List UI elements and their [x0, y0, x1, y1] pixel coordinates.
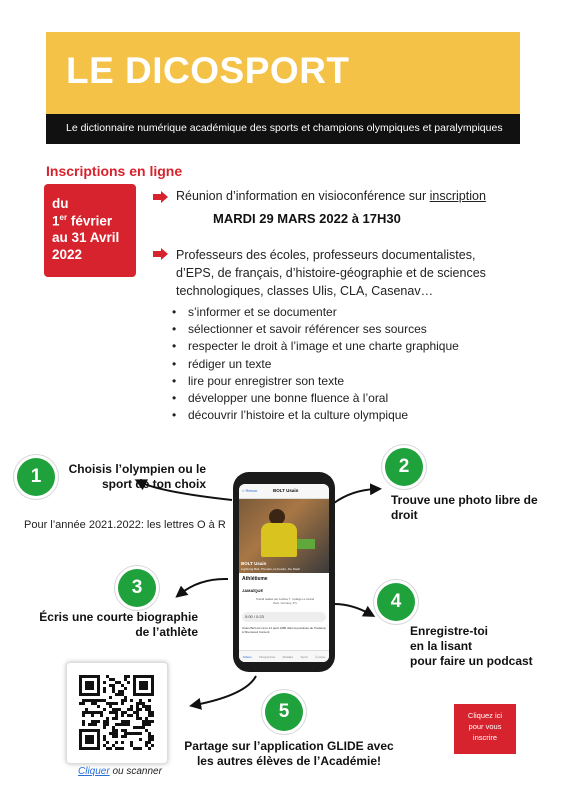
page-title: LE DICOSPORT	[66, 50, 350, 91]
step-5-circle: 5	[265, 693, 303, 731]
phone-country: JAMAÏQUE	[242, 588, 264, 593]
phone-tab[interactable]: Médailles	[282, 655, 294, 659]
arrow-to-step-2	[334, 489, 376, 503]
date-du: du	[52, 196, 69, 211]
arrow-to-step-1	[140, 482, 232, 500]
step-4-circle: 4	[377, 583, 415, 621]
athlete-photo	[239, 499, 329, 573]
step-2-circle: 2	[385, 448, 423, 486]
arrow-to-step-3	[180, 579, 228, 594]
step-5-text: Partage sur l’application GLIDE avec les autres élèves de l’Académie!	[184, 739, 394, 768]
page-subtitle: Le dictionnaire numérique académique des sports et champions olympiques et paralympiques	[66, 122, 503, 134]
audio-time: 0:00 / 0:23	[245, 614, 264, 619]
date-year: 2022	[52, 247, 83, 262]
step-3-text: Écris une courte biographie de l’athlète	[39, 610, 198, 639]
list-item: • découvrir l’histoire et la culture olympique	[170, 407, 459, 424]
step-3-circle: 3	[118, 569, 156, 607]
step-1-circle: 1	[17, 458, 55, 496]
phone-bio: Usain Bolt est né le 21 août 1986 dans la paroisse de Trelawny à Sherwood Content	[242, 626, 326, 634]
date-end: au 31 Avril	[52, 230, 120, 245]
meeting-date: MARDI 29 MARS 2022 à 17H30	[213, 211, 401, 226]
phone-screen	[239, 484, 329, 662]
step-1-text: Choisis l’olympien ou le sport de ton choix	[68, 462, 206, 491]
arrow-to-step-4	[334, 604, 370, 614]
list-item: • s’informer et se documenter	[170, 304, 459, 321]
phone-back-link[interactable]: < Retour	[242, 488, 258, 493]
step-4-text: Enregistre-toi en la lisant pour faire un podcast	[410, 624, 533, 668]
list-item: • respecter le droit à l’image et une charte graphique	[170, 338, 459, 355]
phone-section: Athlétisme	[242, 576, 268, 582]
meeting-text: Réunion d’information en visioconférence sur inscription	[176, 189, 486, 203]
phone-tab[interactable]: Sports	[300, 655, 308, 659]
qr-link[interactable]: Cliquer	[78, 766, 110, 777]
qr-caption: Cliquer ou scanner	[78, 766, 162, 777]
list-item: • développer une bonne fluence à l’oral	[170, 390, 459, 407]
audio-player[interactable]	[242, 612, 326, 622]
step-2-text: Trouve une photo libre de droit	[391, 493, 538, 522]
list-item: • lire pour enregistrer son texte	[170, 373, 459, 390]
list-item: • sélectionner et savoir référencer ses sources	[170, 321, 459, 338]
arrow-to-step-5	[195, 676, 256, 705]
section-title: Inscriptions en ligne	[46, 163, 183, 179]
audience-text: Professeurs des écoles, professeurs documentalistes, d’EPS, de français, d’histoire-géographie et de sciences technologiques, classes Ulis, CLA, Casenav…	[176, 248, 486, 298]
phone-title: BOLT Usain	[273, 488, 299, 493]
phone-tab[interactable]: À propos	[315, 655, 326, 659]
phone-tabbar	[239, 650, 329, 662]
phone-credit: Travail réalisé par Joshua T., Collège Le Grand Parc, Cormery, 37)	[255, 597, 315, 605]
photo-caption: BOLT Usain	[241, 561, 267, 566]
phone-tab[interactable]: Pictogrammes	[259, 655, 276, 659]
date-start: 1er février	[52, 213, 113, 229]
step-1-note: Pour l’année 2021.2022: les lettres O à R	[24, 519, 226, 531]
qr-code-image	[67, 663, 167, 763]
qr-code[interactable]	[66, 662, 168, 764]
phone-tab[interactable]: Athlètes	[242, 655, 252, 659]
register-button[interactable]: Cliquez ici pour vous inscrire	[454, 704, 516, 754]
inscription-link[interactable]: inscription	[429, 189, 486, 203]
photo-subcaption: Lightning Bolt, Thunder, la Foudre, the Flash	[241, 567, 301, 571]
list-item: • rédiger un texte	[170, 356, 459, 373]
